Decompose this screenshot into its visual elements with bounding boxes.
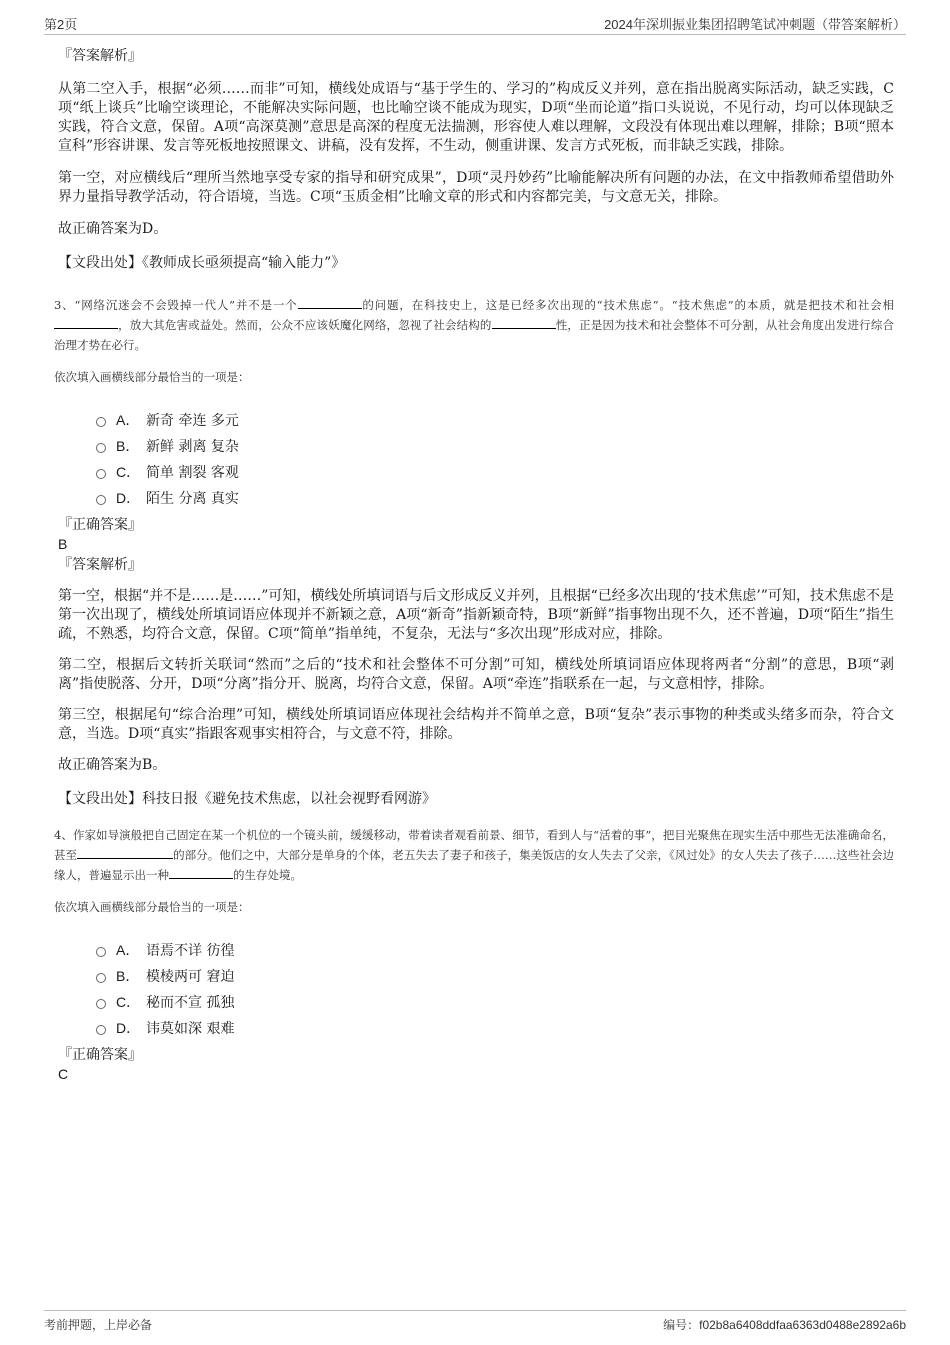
document-title: 2024年深圳振业集团招聘笔试冲刺题（带答案解析）: [604, 17, 906, 32]
option-c[interactable]: C． 秘而不宣 孤独: [96, 989, 894, 1015]
option-b[interactable]: B． 模棱两可 窘迫: [96, 963, 894, 989]
fill-blank: [77, 846, 173, 859]
question-stem: 3、“网络沉迷会不会毁掉一代人”并不是一个 的问题，在科技史上，这是已经多次出现的“技术焦虑”。“技术焦虑”的本质，就是把技术和社会相，放大其危害或益处。然而，公众不应该妖魔化网络，忽视了社会结构的 性，正是因为技术和社会整体不可分割，从社会角度出发进行综合治理才势在必行。: [54, 298, 895, 352]
correct-answer: C: [58, 1066, 69, 1082]
option-d[interactable]: D． 讳莫如深 艰难: [96, 1015, 894, 1041]
fill-blank: [169, 866, 233, 879]
analysis-paragraph: 从第二空入手，根据“必须……而非”可知，横线处成语与“基于学生的、学习的”构成反义并列，意在指出脱离实际活动，缺乏实践，C项“纸上谈兵”比喻空谈理论，不能解决实际问题，也比喻空谈不能成为现实，D项“坐而论道”指口头说说，不见行动，均可以体现缺乏实践，符合文意，保留。A项“高深莫测”意思是高深的程度无法揣测，形容使人难以理解，文段没有体现出难以理解，排除；B项“照本宣科”形容讲课、发言等死板地按照课文、讲稿，没有发挥，不生动，侧重讲课、发言方式死板，而非缺乏实践，排除。: [58, 81, 894, 154]
analysis-label: 『答案解析』: [58, 557, 142, 573]
source-citation: 【文段出处】《教师成长亟须提高“输入能力”》: [58, 255, 346, 271]
fill-blank: [54, 316, 118, 329]
radio-icon[interactable]: [96, 947, 106, 957]
option-list: [96, 407, 894, 511]
analysis-paragraph: 第三空，根据尾句“综合治理”可知，横线处所填词语应体现社会结构并不简单之意，B项“复杂”表示事物的种类或头绪多而杂，符合文意，当选。D项“真实”指跟客观事实相符合，与文意不符，排除。: [58, 707, 894, 742]
page-content: [54, 46, 895, 1083]
option-b[interactable]: B． 新鲜 剥离 复杂: [96, 433, 894, 459]
radio-icon[interactable]: [96, 443, 106, 453]
radio-icon[interactable]: [96, 469, 106, 479]
radio-icon[interactable]: [96, 417, 106, 427]
analysis-label: 『答案解析』: [58, 48, 142, 64]
correct-answer-label: 『正确答案』: [58, 1047, 142, 1063]
radio-icon[interactable]: [96, 999, 106, 1009]
correct-answer: B: [58, 536, 68, 552]
analysis-paragraph: 第二空，根据后文转折关联词“然而”之后的“技术和社会整体不可分割”可知，横线处所填词语应体现将两者“分割”的意思，B项“剥离”指使脱落、分开，D项“分离”指分开、脱离，均符合文意，保留。A项“牵连”指联系在一起，与文意相悖，排除。: [58, 657, 894, 692]
fill-blank: [298, 296, 362, 309]
page-footer: [44, 1310, 906, 1333]
correct-answer-label: 『正确答案』: [58, 517, 142, 533]
page-number: 第2页: [44, 17, 78, 32]
conclusion: 故正确答案为D。: [58, 221, 168, 237]
document-id: 编号：f02b8a6408ddfaa6363d0488e2892a6b: [663, 1318, 906, 1332]
footer-slogan: 考前押题，上岸必备: [44, 1318, 153, 1332]
question-instruction: 依次填入画横线部分最恰当的一项是：: [54, 900, 250, 914]
option-c[interactable]: C． 简单 割裂 客观: [96, 459, 894, 485]
option-d[interactable]: D． 陌生 分离 真实: [96, 485, 894, 511]
option-a[interactable]: A． 语焉不详 彷徨: [96, 937, 894, 963]
radio-icon[interactable]: [96, 495, 106, 505]
source-citation: 【文段出处】科技日报《避免技术焦虑，以社会视野看网游》: [58, 791, 436, 807]
analysis-paragraph: 第一空，根据“并不是……是……”可知，横线处所填词语与后文形成反义并列，且根据“已经多次出现的‘技术焦虑’”可知，技术焦虑不是第一次出现了，横线处所填词语应体现并不新颖之意，A项“新奇”指新颖奇特，B项“新鲜”指事物出现不久，还不普遍，D项“陌生”指生疏，不熟悉，均符合文意，保留。C项“简单”指单纯，不复杂，无法与“多次出现”形成对应，排除。: [58, 588, 894, 642]
radio-icon[interactable]: [96, 973, 106, 983]
option-a[interactable]: A． 新奇 牵连 多元: [96, 407, 894, 433]
radio-icon[interactable]: [96, 1025, 106, 1035]
page-header: [44, 14, 906, 35]
option-list: [96, 937, 894, 1041]
fill-blank: [492, 316, 556, 329]
question-stem: 4、作家如导演般把自己固定在某一个机位的一个镜头前，缓缓移动，带着读者观看前景、细节，看到人与“活着的事”，把目光聚焦在现实生活中那些无法准确命名，甚至 的部分。他们之中，大部分是单身的个体，老五失去了妻子和孩子，集美饭店的女人失去了父亲，《风过处》的女人失去了孩子……这些社会边缘人，普遍显示出一种 的生存处境。: [54, 828, 895, 882]
question-instruction: 依次填入画横线部分最恰当的一项是：: [54, 370, 250, 384]
analysis-paragraph: 第一空，对应横线后“理所当然地享受专家的指导和研究成果”，D项“灵丹妙药”比喻能解决所有问题的办法，在文中指教师希望借助外界力量指导教学活动，符合语境，当选。C项“玉质金相”比喻文章的形式和内容都完美，与文意无关，排除。: [58, 170, 894, 205]
conclusion: 故正确答案为B。: [58, 757, 167, 773]
